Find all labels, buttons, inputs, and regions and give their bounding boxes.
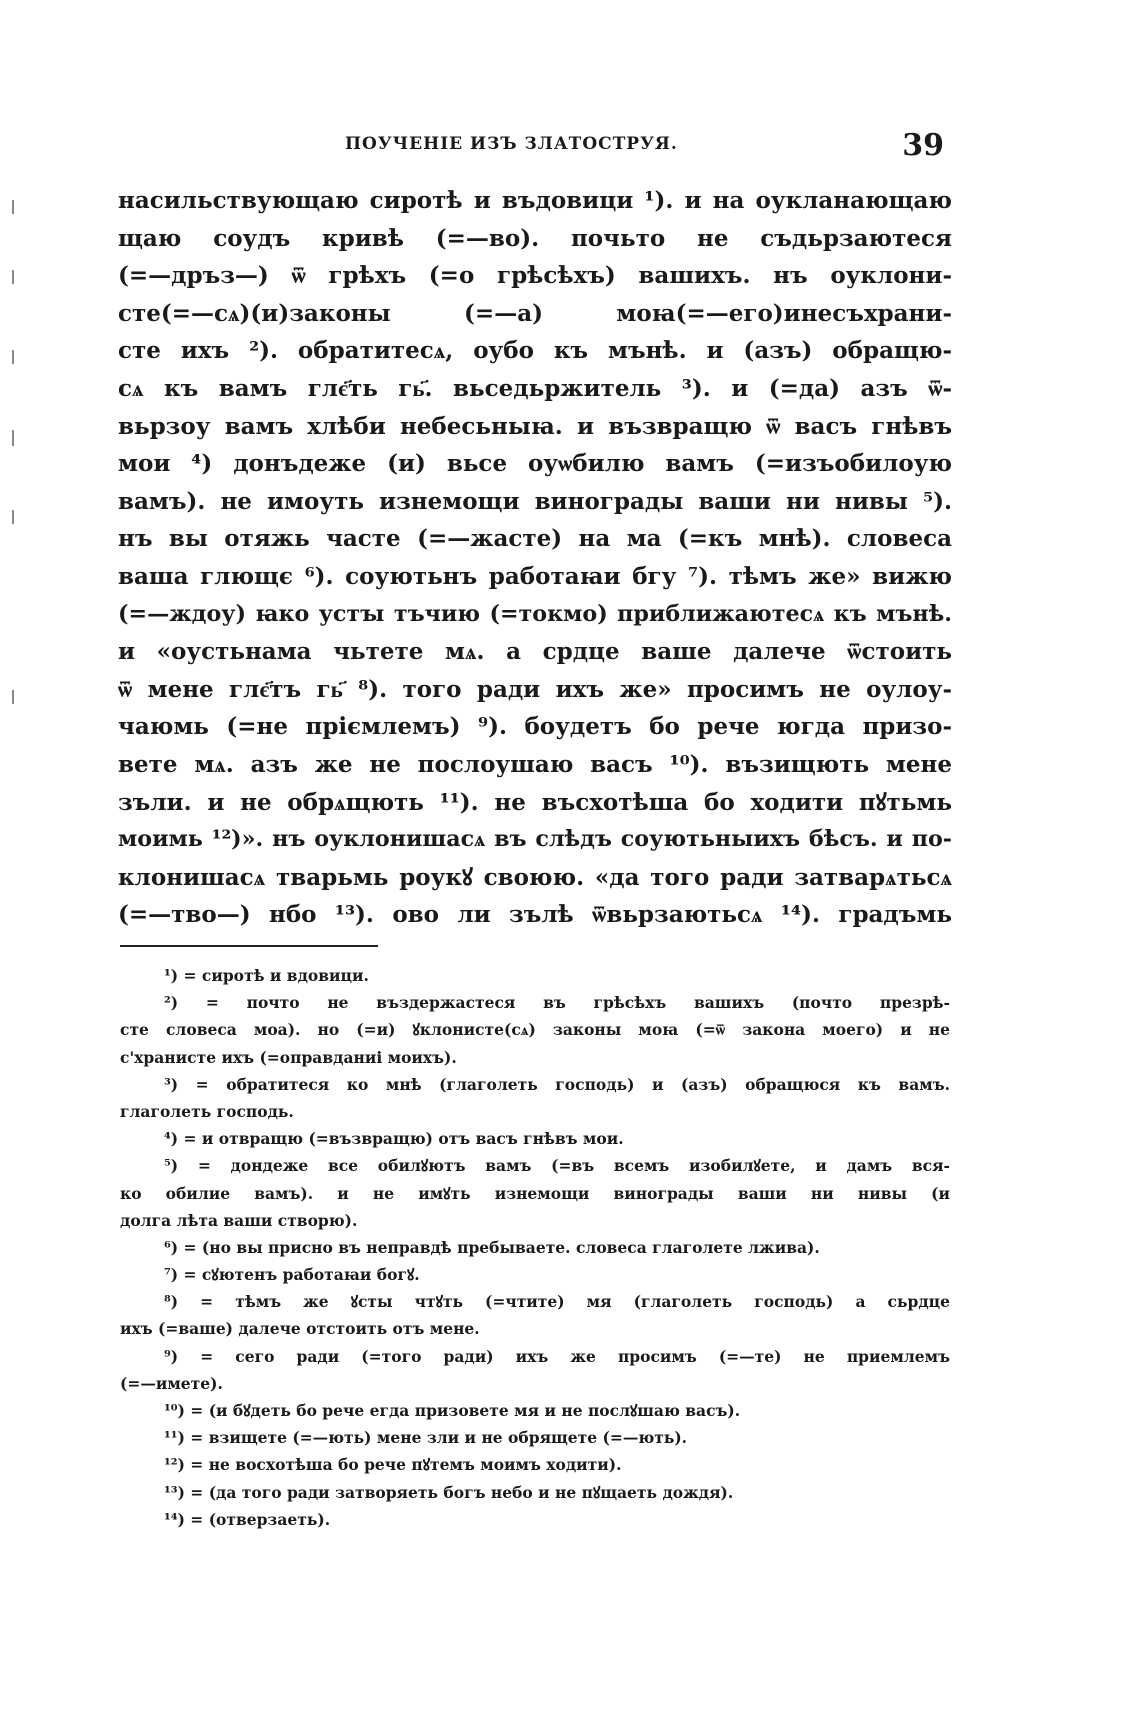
text-line: вамъ). не имоуть изнемощи винограды ваши ни нивы ⁵).	[118, 487, 952, 515]
footnote-line: (=—имете).	[120, 1373, 223, 1393]
scan-margin-marks	[0, 0, 40, 1714]
text-line: и «оустьнама чьтете мѧ. а срдце ваше далече ѿстоить	[118, 638, 952, 666]
main-text-block	[118, 182, 952, 934]
margin-mark	[12, 200, 14, 214]
text-line: моимь ¹²)». нъ оуклонишасѧ въ слѣдъ соуютьныихъ бѣсъ. и по-	[118, 826, 952, 853]
page-number: 39	[902, 128, 944, 163]
text-line: чаюмь (=не пріємлемъ) ⁹). боудетъ бо рече югда призо-	[118, 713, 952, 741]
margin-mark	[12, 690, 14, 704]
footnote-separator	[120, 945, 378, 947]
footnote-line: ¹¹) = взищете (=—ють) мене зли и не обрящете (=—ють).	[164, 1428, 688, 1448]
footnote-line: ¹⁴) = (отверзаеть).	[164, 1509, 331, 1529]
footnote-line: ³) = обратитеся ко мнѣ (глаголеть господь) и (азъ) обращюся къ вамъ.	[164, 1074, 950, 1094]
margin-mark	[12, 510, 14, 524]
margin-mark	[12, 430, 14, 446]
footnote-line: ихъ (=ваше) далече отстоить отъ мене.	[120, 1319, 480, 1339]
footnote-line: ¹⁰) = (и бꙋдеть бо рече егда призовете мя и не послꙋшаю васъ).	[164, 1401, 741, 1420]
text-line: ѿ мене глє҃тъ гь҃ ⁸). того ради ихъ же» просимъ не оулоу-	[118, 675, 952, 703]
page-header	[120, 128, 950, 164]
footnote-line: ¹) = сиротѣ и вдовици.	[164, 966, 369, 985]
text-line: зъли. и не обрѧщють ¹¹). не въсхотѣша бо ходити пꙋтьмь	[118, 788, 952, 816]
footnote-line: ¹³) = (да того ради затворяеть богъ небо и не пꙋщаеть дождя).	[164, 1482, 734, 1502]
footnote-line: глаголеть господь.	[120, 1101, 294, 1121]
text-line: (=—ждоу) ꙗко устꙑ тъчию (=токмо) приближаютесѧ къ мънѣ.	[118, 600, 952, 627]
footnote-line: ⁵) = дондеже все обилꙋютъ вамъ (=въ всемъ изобилꙋете, и дамъ вся-	[164, 1156, 950, 1176]
text-line: ваша глющє ⁶). соуютьнъ работаꙗи бгу ⁷). тѣмъ же» вижю	[118, 562, 952, 590]
footnote-line: ⁷) = сꙋютенъ работаꙗи богꙋ.	[164, 1265, 420, 1285]
footnote-line: ²) = почто не въздержастеся въ грѣсѣхъ вашихъ (почто презрѣ-	[164, 993, 950, 1013]
footnote-line: ⁸) = тѣмъ же ꙋсты чтꙋть (=чтите) мя (глаголеть господь) а сьрдце	[164, 1292, 950, 1312]
footnote-line: ⁴) = и отвращю (=възвращю) отъ васъ гнѣвъ мои.	[164, 1129, 624, 1149]
text-line: (=—дръз—) ѿ грѣхъ (=о грѣсѣхъ) вашихъ. нъ оуклони-	[118, 262, 952, 290]
footnote-line: ⁹) = сего ради (=того ради) ихъ же просимъ (=—те) не приемлемъ	[164, 1346, 950, 1366]
text-line: щаю соудъ кривѣ (=—во). почьто не съдьрзаютеся	[118, 224, 952, 252]
footnote-line: ко обилие вамъ). и не имꙋть изнемощи винограды ваши ни нивы (и	[120, 1183, 950, 1203]
footnote-line: ¹²) = не восхотѣша бо рече пꙋтемъ моимъ ходити).	[164, 1455, 622, 1475]
margin-mark	[12, 350, 14, 364]
text-line: вете мѧ. азъ же не послоушаю васъ ¹⁰). възищють мене	[118, 750, 952, 778]
text-line: нъ вы отяжь часте (=—жасте) на ма (=къ мнѣ). словеса	[118, 525, 952, 553]
footnote-line: с'хранисте ихъ (=оправданиі моихъ).	[120, 1047, 457, 1067]
text-line: вьрзоу вамъ хлѣби небесьныꙗ. и възвращю ѿ васъ гнѣвъ	[118, 412, 952, 440]
text-line: сѧ къ вамъ глє҃ть гь҃. вьседьржитель ³). и (=да) азъ ѿ-	[118, 374, 952, 402]
text-line: сте ихъ ²). обратитесѧ, оубо къ мънѣ. и (азъ) обращю-	[118, 337, 952, 365]
running-title: ПОУЧЕНІЕ ИЗЪ ЗЛАТОСТРУЯ.	[345, 134, 678, 154]
text-line: (=—тво—) нбо ¹³). ово ли зълѣ ѿвьрзаютьсѧ ¹⁴). градъмь	[118, 901, 952, 929]
footnotes-block	[120, 962, 950, 1533]
margin-mark	[12, 270, 14, 284]
footnote-line: ⁶) = (но вы присно въ неправдѣ пребываете. словеса глаголете лжива).	[164, 1237, 820, 1257]
text-line: насильствующаю сиротѣ и въдовици ¹). и на оукланающаю	[118, 187, 952, 214]
text-line: сте(=—сѧ)(и)законы (=—а) моꙗ(=—его)инесъхрани-	[118, 299, 952, 327]
text-line: клонишасѧ тварьмь роукꙋ своюю. «да того ради затварѧтьсѧ	[118, 863, 952, 891]
text-line: мои ⁴) донъдеже (и) вьсе оуѡбилю вамъ (=изъобилоую	[118, 450, 952, 478]
footnote-line: долга лѣта ваши створю).	[120, 1210, 358, 1230]
footnote-line: сте словеса моа). но (=и) ꙋклонисте(сѧ) законы моꙗ (=ѿ закона моего) и не	[120, 1020, 950, 1040]
